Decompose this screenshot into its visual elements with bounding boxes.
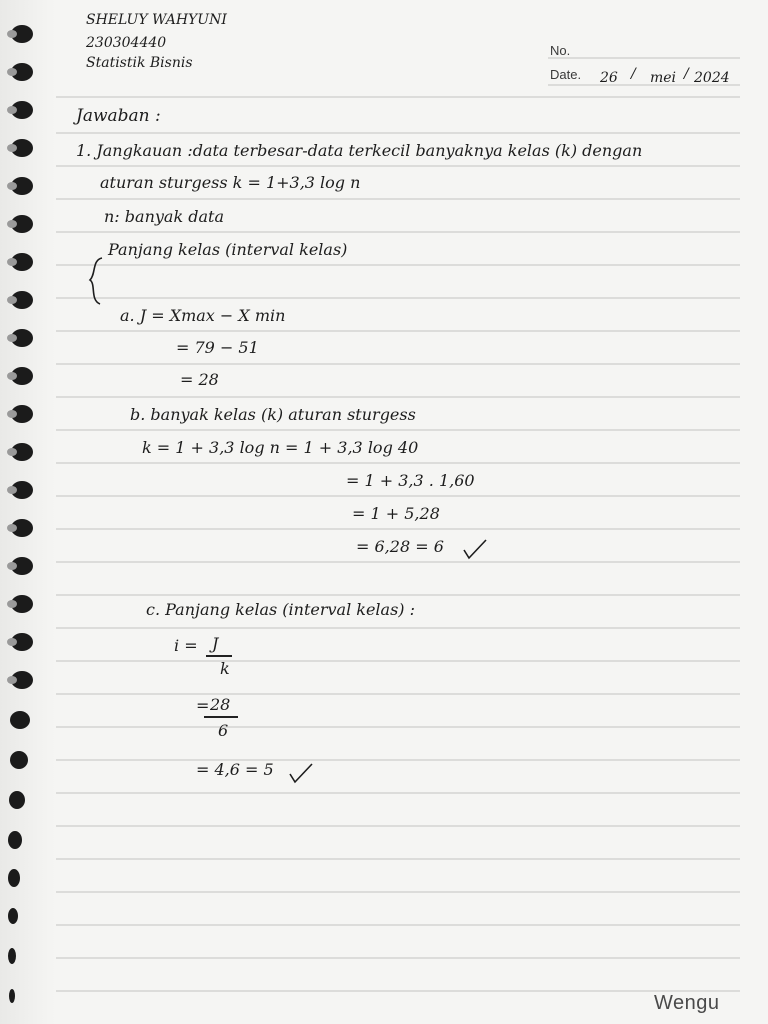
part-c-denominator-1: k — [220, 659, 230, 678]
part-c-line-3: = 4,6 = 5 — [196, 760, 274, 779]
part-a-line-3: = 28 — [180, 370, 219, 389]
answer-line-3: n: banyak data — [104, 207, 224, 226]
part-b-title: b. banyak kelas (k) aturan sturgess — [130, 405, 416, 424]
check-mark-b — [462, 538, 488, 560]
part-a-line-1: a. J = Xmax − X min — [120, 306, 286, 325]
notebook-brand-logo: Wengu — [654, 992, 720, 1014]
student-name: SHELUY WAHYUNI — [86, 12, 227, 28]
date-separator-2: / — [684, 66, 689, 82]
date-year: 2024 — [694, 70, 730, 86]
part-a-line-2: = 79 − 51 — [176, 338, 259, 357]
student-id: 230304440 — [86, 35, 167, 51]
part-b-line-4: = 6,28 = 6 — [356, 537, 444, 556]
part-b-line-1: k = 1 + 3,3 log n = 1 + 3,3 log 40 — [142, 438, 419, 457]
part-b-line-3: = 1 + 5,28 — [352, 504, 440, 523]
answer-line-1: 1. Jangkauan :data terbesar-data terkecil banyaknya kelas (k) dengan — [76, 141, 643, 160]
fraction-bar-2 — [204, 716, 238, 718]
answer-line-4: Panjang kelas (interval kelas) — [108, 240, 348, 259]
part-c-numerator-2: 28 — [210, 695, 231, 714]
check-mark-c — [288, 762, 314, 784]
date-label: Date. — [550, 67, 582, 82]
date-month: mei — [650, 70, 677, 86]
course-name: Statistik Bisnis — [86, 55, 193, 71]
part-c-i: i = — [174, 636, 198, 655]
spiral-binding — [0, 0, 56, 1024]
curly-brace-mark — [84, 256, 106, 306]
part-c-numerator-1: J — [212, 634, 219, 653]
part-c-title: c. Panjang kelas (interval kelas) : — [146, 600, 416, 619]
answer-line-2: aturan sturgess k = 1+3,3 log n — [100, 173, 361, 192]
fraction-bar-1 — [206, 655, 232, 657]
part-c-denominator-2: 6 — [218, 721, 229, 740]
date-separator-1: / — [631, 66, 636, 82]
part-b-line-2: = 1 + 3,3 . 1,60 — [346, 471, 475, 490]
no-label: No. — [550, 43, 571, 58]
date-day: 26 — [600, 70, 618, 86]
answer-heading: Jawaban : — [76, 106, 161, 126]
part-c-equals-2: = — [196, 696, 210, 715]
